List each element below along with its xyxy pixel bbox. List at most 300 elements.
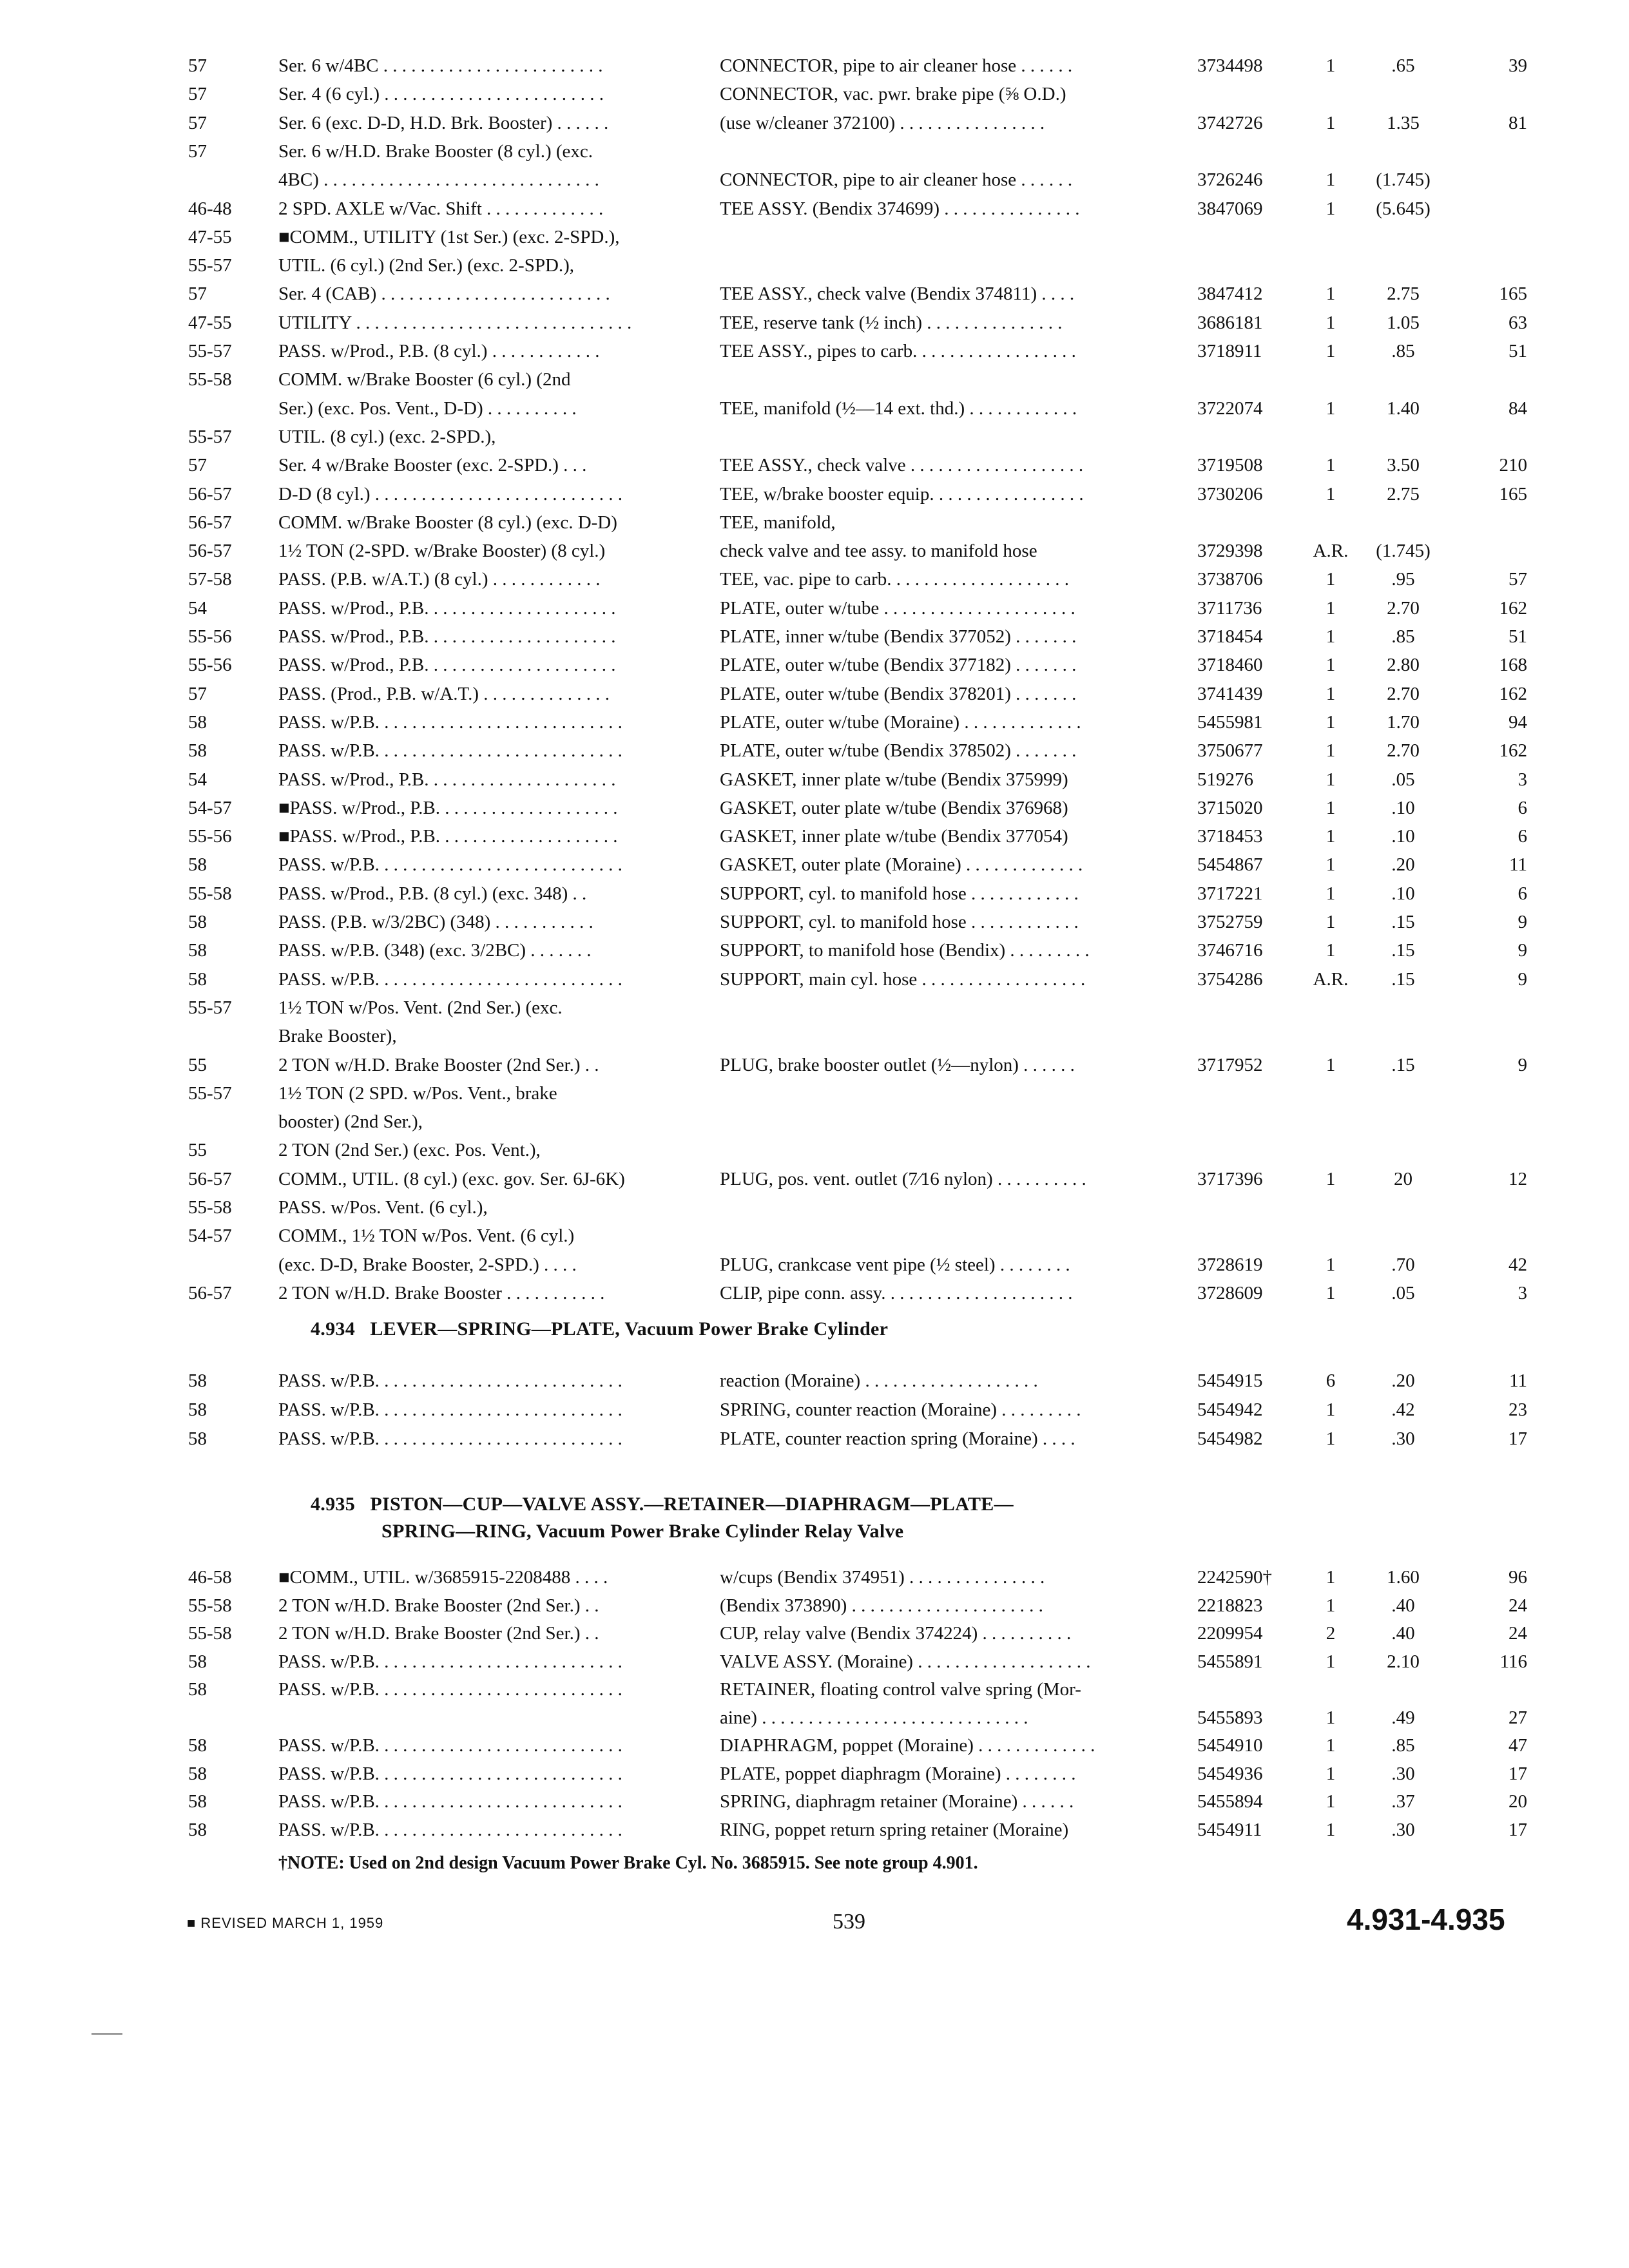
quantity-cell: 1 (1325, 1055, 1336, 1075)
model-cell: 1½ TON w/Pos. Vent. (2nd Ser.) (exc. (278, 998, 563, 1017)
year-cell: 57 (188, 113, 207, 133)
price-cell: .30 (1391, 1820, 1415, 1840)
year-cell: 58 (188, 1652, 207, 1671)
year-cell: 54-57 (188, 1227, 232, 1246)
year-cell: 55-57 (188, 256, 232, 276)
table-row (0, 711, 1629, 738)
part-number-cell: 2209954 (1197, 1624, 1263, 1643)
scan-mark (92, 2033, 122, 2035)
year-cell: 56-57 (188, 485, 232, 504)
description-cell: SUPPORT, to manifold hose (Bendix) . . . . . . . . . (720, 941, 1090, 961)
year-cell: 56-57 (188, 542, 232, 561)
year-cell: 47-55 (188, 313, 232, 332)
description-cell: TEE ASSY., check valve . . . . . . . . . . . . . . . . . . . (720, 456, 1084, 476)
model-cell: Brake Booster), (278, 1027, 397, 1046)
price-cell: .15 (1391, 913, 1415, 932)
year-cell: 57 (188, 684, 207, 704)
description-cell: (Bendix 373890) . . . . . . . . . . . . . . . . . . . . . (720, 1596, 1043, 1615)
quantity-cell: 1 (1325, 856, 1336, 875)
price-cell: 2.70 (1387, 599, 1420, 618)
total-cell: 39 (1509, 57, 1527, 75)
year-cell: 54 (188, 770, 207, 789)
part-number-cell: 3718911 (1197, 342, 1262, 361)
price-cell: (1.745) (1376, 171, 1431, 190)
table-row (0, 1224, 1629, 1251)
price-cell: 20 (1394, 1169, 1412, 1189)
year-cell: 55-57 (188, 998, 232, 1017)
table-row (0, 1110, 1629, 1137)
total-cell: 17 (1509, 1820, 1527, 1840)
description-cell: SPRING, counter reaction (Moraine) . . . . . . . . . (720, 1401, 1081, 1419)
price-cell: 1.05 (1387, 313, 1420, 332)
model-cell: (exc. D-D, Brake Booster, 2-SPD.) . . . . (278, 1255, 577, 1274)
total-cell: 17 (1509, 1764, 1527, 1783)
total-cell: 165 (1499, 285, 1527, 304)
table-row (0, 1427, 1629, 1454)
year-cell: 55-58 (188, 1198, 232, 1217)
model-cell: 2 TON w/H.D. Brake Booster . . . . . . . . . . . (278, 1283, 605, 1303)
model-cell: PASS. w/P.B. . . . . . . . . . . . . . . . . . . . . . . . . . . (278, 1401, 622, 1419)
section-4935-number: 4.935 (311, 1494, 355, 1515)
table-row (0, 882, 1629, 909)
model-cell: PASS. (Prod., P.B. w/A.T.) . . . . . . . . . . . . . . (278, 684, 610, 704)
part-number-cell: 3734498 (1197, 57, 1263, 75)
total-cell: 96 (1509, 1568, 1527, 1587)
year-cell: 58 (188, 1764, 207, 1783)
description-cell: TEE, manifold (½—14 ext. thd.) . . . . . . . . . . . . (720, 399, 1077, 418)
model-cell: PASS. w/Prod., P.B. . . . . . . . . . . . . . . . . . . . . (278, 599, 616, 618)
section-4935-heading (311, 1495, 1014, 1514)
quantity-cell: 1 (1325, 113, 1336, 133)
part-number-cell: 3728619 (1197, 1255, 1263, 1274)
year-cell: 54-57 (188, 798, 232, 818)
table-row (0, 1053, 1629, 1081)
model-cell: PASS. w/P.B. . . . . . . . . . . . . . . . . . . . . . . . . . . (278, 1792, 622, 1811)
table-row (0, 140, 1629, 167)
model-cell: PASS. w/P.B. . . . . . . . . . . . . . . . . . . . . . . . . . . (278, 970, 622, 989)
price-cell: 1.35 (1387, 113, 1420, 133)
table-row (0, 625, 1629, 652)
year-cell: 55-58 (188, 1624, 232, 1643)
price-cell: .95 (1391, 570, 1415, 590)
table-row (0, 1762, 1629, 1789)
quantity-cell: 1 (1325, 827, 1336, 847)
quantity-cell: 1 (1325, 1764, 1336, 1783)
description-cell: PLATE, outer w/tube (Bendix 377182) . . . . . . . (720, 656, 1077, 675)
year-cell: 58 (188, 1792, 207, 1811)
model-cell: PASS. (P.B. w/A.T.) (8 cyl.) . . . . . . . . . . . . (278, 570, 601, 590)
year-cell: 55-58 (188, 1596, 232, 1615)
table-row (0, 1594, 1629, 1621)
table-row (0, 1082, 1629, 1109)
price-cell: .65 (1391, 57, 1415, 75)
model-cell: booster) (2nd Ser.), (278, 1113, 423, 1132)
year-cell: 57 (188, 456, 207, 476)
year-cell: 58 (188, 856, 207, 875)
table-row (0, 368, 1629, 395)
price-cell: 2.75 (1387, 485, 1420, 504)
part-number-cell: 3686181 (1197, 313, 1263, 332)
model-cell: PASS. w/Prod., P.B. (8 cyl.) (exc. 348) . . (278, 884, 587, 903)
model-cell: PASS. w/P.B. . . . . . . . . . . . . . . . . . . . . . . . . . . (278, 1820, 622, 1840)
table-row (0, 1282, 1629, 1309)
quantity-cell: 1 (1325, 628, 1336, 646)
total-cell: 20 (1509, 1792, 1527, 1811)
model-cell: PASS. w/P.B. (348) (exc. 3/2BC) . . . . . . . (278, 941, 592, 961)
footnote: †NOTE: Used on 2nd design Vacuum Power Brake Cyl. No. 3685915. See note group 4.901. (278, 1853, 978, 1873)
year-cell: 55 (188, 1141, 207, 1160)
part-number-cell: 3754286 (1197, 970, 1263, 989)
total-cell: 23 (1509, 1401, 1527, 1419)
table-row (0, 1734, 1629, 1761)
table-row (0, 825, 1629, 852)
table-row (0, 568, 1629, 595)
quantity-cell: 1 (1325, 770, 1336, 789)
model-cell: PASS. w/P.B. . . . . . . . . . . . . . . . . . . . . . . . . . . (278, 1430, 622, 1448)
year-cell: 55-56 (188, 656, 232, 675)
part-number-cell: 3722074 (1197, 399, 1263, 418)
part-number-cell: 3730206 (1197, 485, 1263, 504)
table-row (0, 340, 1629, 367)
quantity-cell: 1 (1325, 1255, 1336, 1274)
quantity-cell: 1 (1325, 456, 1336, 476)
price-cell: .10 (1391, 827, 1415, 847)
table-row (0, 483, 1629, 510)
price-cell: .85 (1391, 342, 1415, 361)
quantity-cell: 1 (1325, 599, 1336, 618)
total-cell: 6 (1518, 884, 1527, 903)
section-4935-title: PISTON—CUP—VALVE ASSY.—RETAINER—DIAPHRAGM—PLATE— (370, 1494, 1014, 1515)
table-row (0, 853, 1629, 880)
total-cell: 162 (1499, 684, 1527, 704)
year-cell: 58 (188, 742, 207, 761)
part-number-cell: 3741439 (1197, 684, 1263, 704)
model-cell: PASS. w/P.B. . . . . . . . . . . . . . . . . . . . . . . . . . . (278, 1652, 622, 1671)
quantity-cell: 1 (1325, 1283, 1336, 1303)
table-row (0, 1196, 1629, 1223)
part-number-cell: 3726246 (1197, 171, 1263, 190)
price-cell: .85 (1391, 628, 1415, 646)
description-cell: GASKET, inner plate w/tube (Bendix 375999) (720, 770, 1068, 789)
model-cell: 4BC) . . . . . . . . . . . . . . . . . . . . . . . . . . . . . . (278, 171, 599, 190)
year-cell: 57-58 (188, 570, 232, 590)
description-cell: TEE, vac. pipe to carb. . . . . . . . . . . . . . . . . . . . (720, 570, 1070, 590)
year-cell: 55-56 (188, 628, 232, 646)
year-cell: 58 (188, 1372, 207, 1390)
description-cell: RETAINER, floating control valve spring (Mor- (720, 1680, 1081, 1699)
price-cell: .10 (1391, 798, 1415, 818)
quantity-cell: 1 (1325, 798, 1336, 818)
quantity-cell: 1 (1325, 1568, 1336, 1587)
price-cell: .37 (1391, 1792, 1415, 1811)
quantity-cell: 1 (1325, 913, 1336, 932)
description-cell: aine) . . . . . . . . . . . . . . . . . . . . . . . . . . . . . (720, 1708, 1028, 1727)
description-cell: w/cups (Bendix 374951) . . . . . . . . . . . . . . . (720, 1568, 1045, 1587)
model-cell: 2 TON (2nd Ser.) (exc. Pos. Vent.), (278, 1141, 541, 1160)
description-cell: TEE, manifold, (720, 513, 836, 532)
quantity-cell: 1 (1325, 199, 1336, 218)
quantity-cell: 1 (1325, 656, 1336, 675)
table-row (0, 282, 1629, 309)
price-cell: (1.745) (1376, 542, 1431, 561)
description-cell: VALVE ASSY. (Moraine) . . . . . . . . . . . . . . . . . . . (720, 1652, 1091, 1671)
quantity-cell: 1 (1325, 313, 1336, 332)
model-cell: Ser. 4 (CAB) . . . . . . . . . . . . . . . . . . . . . . . . . (278, 285, 610, 304)
table-row (0, 111, 1629, 139)
part-number-cell: 5454936 (1197, 1764, 1263, 1783)
model-cell: COMM. w/Brake Booster (8 cyl.) (exc. D-D) (278, 513, 617, 532)
total-cell: 9 (1518, 913, 1527, 932)
part-number-cell: 3717221 (1197, 884, 1263, 903)
description-cell: TEE, w/brake booster equip. . . . . . . . . . . . . . . . . (720, 485, 1084, 504)
description-cell: SUPPORT, cyl. to manifold hose . . . . . . . . . . . . (720, 913, 1079, 932)
quantity-cell: 1 (1325, 713, 1336, 732)
table-row (0, 1650, 1629, 1677)
total-cell: 42 (1509, 1255, 1527, 1274)
table-row (0, 1139, 1629, 1166)
section-4934-title: LEVER—SPRING—PLATE, Vacuum Power Brake Cylinder (370, 1318, 889, 1340)
total-cell: 168 (1499, 656, 1527, 675)
table-row (0, 197, 1629, 224)
description-cell: TEE, reserve tank (½ inch) . . . . . . . . . . . . . . . (720, 313, 1063, 332)
quantity-cell: 1 (1325, 570, 1336, 590)
quantity-cell: 1 (1325, 57, 1336, 75)
model-cell: 2 SPD. AXLE w/Vac. Shift . . . . . . . . . . . . . (278, 199, 604, 218)
description-cell: SUPPORT, main cyl. hose . . . . . . . . . . . . . . . . . . (720, 970, 1086, 989)
model-cell: UTIL. (6 cyl.) (2nd Ser.) (exc. 2-SPD.), (278, 256, 575, 276)
price-cell: 1.40 (1387, 399, 1420, 418)
year-cell: 58 (188, 1430, 207, 1448)
model-cell: PASS. w/Prod., P.B. . . . . . . . . . . . . . . . . . . . . (278, 770, 616, 789)
model-cell: PASS. w/P.B. . . . . . . . . . . . . . . . . . . . . . . . . . . (278, 1736, 622, 1755)
model-cell: Ser. 6 w/4BC . . . . . . . . . . . . . . . . . . . . . . . . (278, 57, 603, 75)
price-cell: 2.70 (1387, 742, 1420, 761)
table-row (0, 996, 1629, 1023)
quantity-cell: 1 (1325, 342, 1336, 361)
total-cell: 9 (1518, 941, 1527, 961)
quantity-cell: 1 (1325, 1430, 1336, 1448)
year-cell: 58 (188, 1680, 207, 1699)
part-number-cell: 3742726 (1197, 113, 1263, 133)
model-cell: Ser. 4 w/Brake Booster (exc. 2-SPD.) . . . (278, 456, 587, 476)
model-cell: PASS. (P.B. w/3/2BC) (348) . . . . . . . . . . . (278, 913, 593, 932)
year-cell: 56-57 (188, 1283, 232, 1303)
model-cell: PASS. w/P.B. . . . . . . . . . . . . . . . . . . . . . . . . . . (278, 1764, 622, 1783)
total-cell: 6 (1518, 798, 1527, 818)
model-cell: PASS. w/Pos. Vent. (6 cyl.), (278, 1198, 488, 1217)
year-cell: 58 (188, 970, 207, 989)
year-cell: 55-57 (188, 1084, 232, 1103)
description-cell: CLIP, pipe conn. assy. . . . . . . . . . . . . . . . . . . . . (720, 1283, 1073, 1303)
table-row (0, 539, 1629, 566)
model-cell: PASS. w/Prod., P.B. (8 cyl.) . . . . . . . . . . . . (278, 342, 600, 361)
total-cell: 51 (1509, 342, 1527, 361)
price-cell: .05 (1391, 770, 1415, 789)
total-cell: 11 (1509, 856, 1527, 875)
model-cell: 1½ TON (2-SPD. w/Brake Booster) (8 cyl.) (278, 542, 606, 561)
model-cell: Ser. 4 (6 cyl.) . . . . . . . . . . . . . . . . . . . . . . . . (278, 85, 604, 104)
table-row (0, 1168, 1629, 1195)
total-cell: 27 (1509, 1708, 1527, 1727)
description-cell: TEE ASSY., pipes to carb. . . . . . . . . . . . . . . . . . (720, 342, 1076, 361)
total-cell: 9 (1518, 970, 1527, 989)
total-cell: 81 (1509, 113, 1527, 133)
table-row (0, 796, 1629, 823)
part-number-cell: 2242590† (1197, 1568, 1272, 1587)
table-row (0, 311, 1629, 338)
description-cell: PLATE, inner w/tube (Bendix 377052) . . . . . . . (720, 628, 1077, 646)
part-number-cell: 3717396 (1197, 1169, 1263, 1189)
total-cell: 47 (1509, 1736, 1527, 1755)
description-cell: PLUG, brake booster outlet (½—nylon) . . . . . . (720, 1055, 1075, 1075)
description-cell: GASKET, outer plate (Moraine) . . . . . . . . . . . . . (720, 856, 1083, 875)
part-number-cell: 5455981 (1197, 713, 1263, 732)
table-row (0, 1369, 1629, 1396)
description-cell: SPRING, diaphragm retainer (Moraine) . . . . . . (720, 1792, 1074, 1811)
table-row (0, 1678, 1629, 1705)
part-number-cell: 519276 (1197, 770, 1253, 789)
model-cell: PASS. w/P.B. . . . . . . . . . . . . . . . . . . . . . . . . . . (278, 1372, 622, 1390)
year-cell: 57 (188, 285, 207, 304)
table-row (0, 1622, 1629, 1649)
year-cell: 58 (188, 913, 207, 932)
table-row (0, 682, 1629, 709)
table-row (0, 254, 1629, 281)
total-cell: 11 (1509, 1372, 1527, 1390)
year-cell: 55-57 (188, 427, 232, 447)
description-cell: (use w/cleaner 372100) . . . . . . . . . . . . . . . . (720, 113, 1045, 133)
model-cell: PASS. w/P.B. . . . . . . . . . . . . . . . . . . . . . . . . . . (278, 856, 622, 875)
total-cell: 63 (1509, 313, 1527, 332)
year-cell: 58 (188, 713, 207, 732)
total-cell: 162 (1499, 599, 1527, 618)
part-number-cell: 3715020 (1197, 798, 1263, 818)
description-cell: DIAPHRAGM, poppet (Moraine) . . . . . . . . . . . . . (720, 1736, 1095, 1755)
quantity-cell: 6 (1325, 1372, 1336, 1390)
description-cell: RING, poppet return spring retainer (Moraine) (720, 1820, 1069, 1840)
section-4934-heading (311, 1320, 888, 1339)
price-cell: .15 (1391, 941, 1415, 961)
model-cell: PASS. w/P.B. . . . . . . . . . . . . . . . . . . . . . . . . . . (278, 742, 622, 761)
model-cell: D-D (8 cyl.) . . . . . . . . . . . . . . . . . . . . . . . . . . . (278, 485, 623, 504)
part-number-cell: 5454915 (1197, 1372, 1263, 1390)
quantity-cell: 1 (1325, 1820, 1336, 1840)
price-cell: 3.50 (1387, 456, 1420, 476)
year-cell: 56-57 (188, 513, 232, 532)
model-cell: UTIL. (8 cyl.) (exc. 2-SPD.), (278, 427, 496, 447)
price-cell: .40 (1391, 1596, 1415, 1615)
price-cell: (5.645) (1376, 199, 1431, 218)
total-cell: 51 (1509, 628, 1527, 646)
description-cell: GASKET, inner plate w/tube (Bendix 377054) (720, 827, 1068, 847)
section-4934-number: 4.934 (311, 1318, 355, 1340)
model-cell: 2 TON w/H.D. Brake Booster (2nd Ser.) . . (278, 1055, 599, 1075)
year-cell: 55-56 (188, 827, 232, 847)
quantity-cell: A.R. (1313, 970, 1349, 989)
model-cell: ■PASS. w/Prod., P.B. . . . . . . . . . . . . . . . . . . . (278, 827, 618, 847)
table-row (0, 511, 1629, 538)
quantity-cell: 1 (1325, 1169, 1336, 1189)
description-cell: reaction (Moraine) . . . . . . . . . . . . . . . . . . . (720, 1372, 1038, 1390)
description-cell: GASKET, outer plate w/tube (Bendix 376968) (720, 798, 1068, 818)
model-cell: Ser. 6 w/H.D. Brake Booster (8 cyl.) (exc. (278, 142, 593, 161)
year-cell: 47-55 (188, 227, 232, 247)
table-row (0, 1818, 1629, 1845)
quantity-cell: 1 (1325, 1792, 1336, 1811)
part-number-cell: 3847412 (1197, 285, 1263, 304)
part-number-cell: 3738706 (1197, 570, 1263, 590)
part-number-cell: 5454867 (1197, 856, 1263, 875)
price-cell: 1.70 (1387, 713, 1420, 732)
table-row (0, 768, 1629, 795)
price-cell: .20 (1391, 1372, 1415, 1390)
quantity-cell: 1 (1325, 742, 1336, 761)
model-cell: COMM. w/Brake Booster (6 cyl.) (2nd (278, 370, 571, 390)
table-row (0, 1398, 1629, 1425)
table-row (0, 910, 1629, 937)
model-cell: 2 TON w/H.D. Brake Booster (2nd Ser.) . . (278, 1624, 599, 1643)
price-cell: 2.10 (1387, 1652, 1420, 1671)
total-cell: 162 (1499, 742, 1527, 761)
year-cell: 55-58 (188, 370, 232, 390)
total-cell: 17 (1509, 1430, 1527, 1448)
description-cell: PLATE, outer w/tube (Bendix 378502) . . . . . . . (720, 742, 1077, 761)
total-cell: 24 (1509, 1596, 1527, 1615)
total-cell: 6 (1518, 827, 1527, 847)
price-cell: 1.60 (1387, 1568, 1420, 1587)
table-row (0, 1706, 1629, 1733)
model-cell: ■PASS. w/Prod., P.B. . . . . . . . . . . . . . . . . . . . (278, 798, 618, 818)
price-cell: .20 (1391, 856, 1415, 875)
model-cell: Ser.) (exc. Pos. Vent., D-D) . . . . . . . . . . (278, 399, 577, 418)
total-cell: 12 (1509, 1169, 1527, 1189)
description-cell: CONNECTOR, pipe to air cleaner hose . . . . . . (720, 171, 1073, 190)
revised-date: ■ REVISED MARCH 1, 1959 (187, 1915, 384, 1931)
part-number-cell: 3746716 (1197, 941, 1263, 961)
model-cell: PASS. w/P.B. . . . . . . . . . . . . . . . . . . . . . . . . . . (278, 1680, 622, 1699)
year-cell: 54 (188, 599, 207, 618)
year-cell: 56-57 (188, 1169, 232, 1189)
price-cell: .30 (1391, 1764, 1415, 1783)
price-cell: .30 (1391, 1430, 1415, 1448)
quantity-cell: 1 (1325, 1401, 1336, 1419)
price-cell: 2.70 (1387, 684, 1420, 704)
table-row (0, 1790, 1629, 1817)
part-number-cell: 5454910 (1197, 1736, 1263, 1755)
part-number-cell: 5454911 (1197, 1820, 1262, 1840)
year-cell: 46-58 (188, 1568, 232, 1587)
table-row (0, 968, 1629, 995)
model-cell: 2 TON w/H.D. Brake Booster (2nd Ser.) . . (278, 1596, 599, 1615)
model-cell: PASS. w/Prod., P.B. . . . . . . . . . . . . . . . . . . . . (278, 628, 616, 646)
quantity-cell: 1 (1325, 1736, 1336, 1755)
quantity-cell: 1 (1325, 285, 1336, 304)
table-row (0, 939, 1629, 966)
part-number-cell: 5454982 (1197, 1430, 1263, 1448)
total-cell: 165 (1499, 485, 1527, 504)
part-number-cell: 3750677 (1197, 742, 1263, 761)
year-cell: 58 (188, 941, 207, 961)
year-cell: 55-57 (188, 342, 232, 361)
quantity-cell: 1 (1325, 171, 1336, 190)
price-cell: .15 (1391, 970, 1415, 989)
year-cell: 57 (188, 85, 207, 104)
description-cell: PLATE, poppet diaphragm (Moraine) . . . . . . . . (720, 1764, 1076, 1783)
description-cell: check valve and tee assy. to manifold hose (720, 542, 1037, 561)
description-cell: CONNECTOR, pipe to air cleaner hose . . . . . . (720, 57, 1073, 75)
model-cell: ■COMM., UTIL. w/3685915-2208488 . . . . (278, 1568, 608, 1587)
model-cell: Ser. 6 (exc. D-D, H.D. Brk. Booster) . . . . . . (278, 113, 609, 133)
